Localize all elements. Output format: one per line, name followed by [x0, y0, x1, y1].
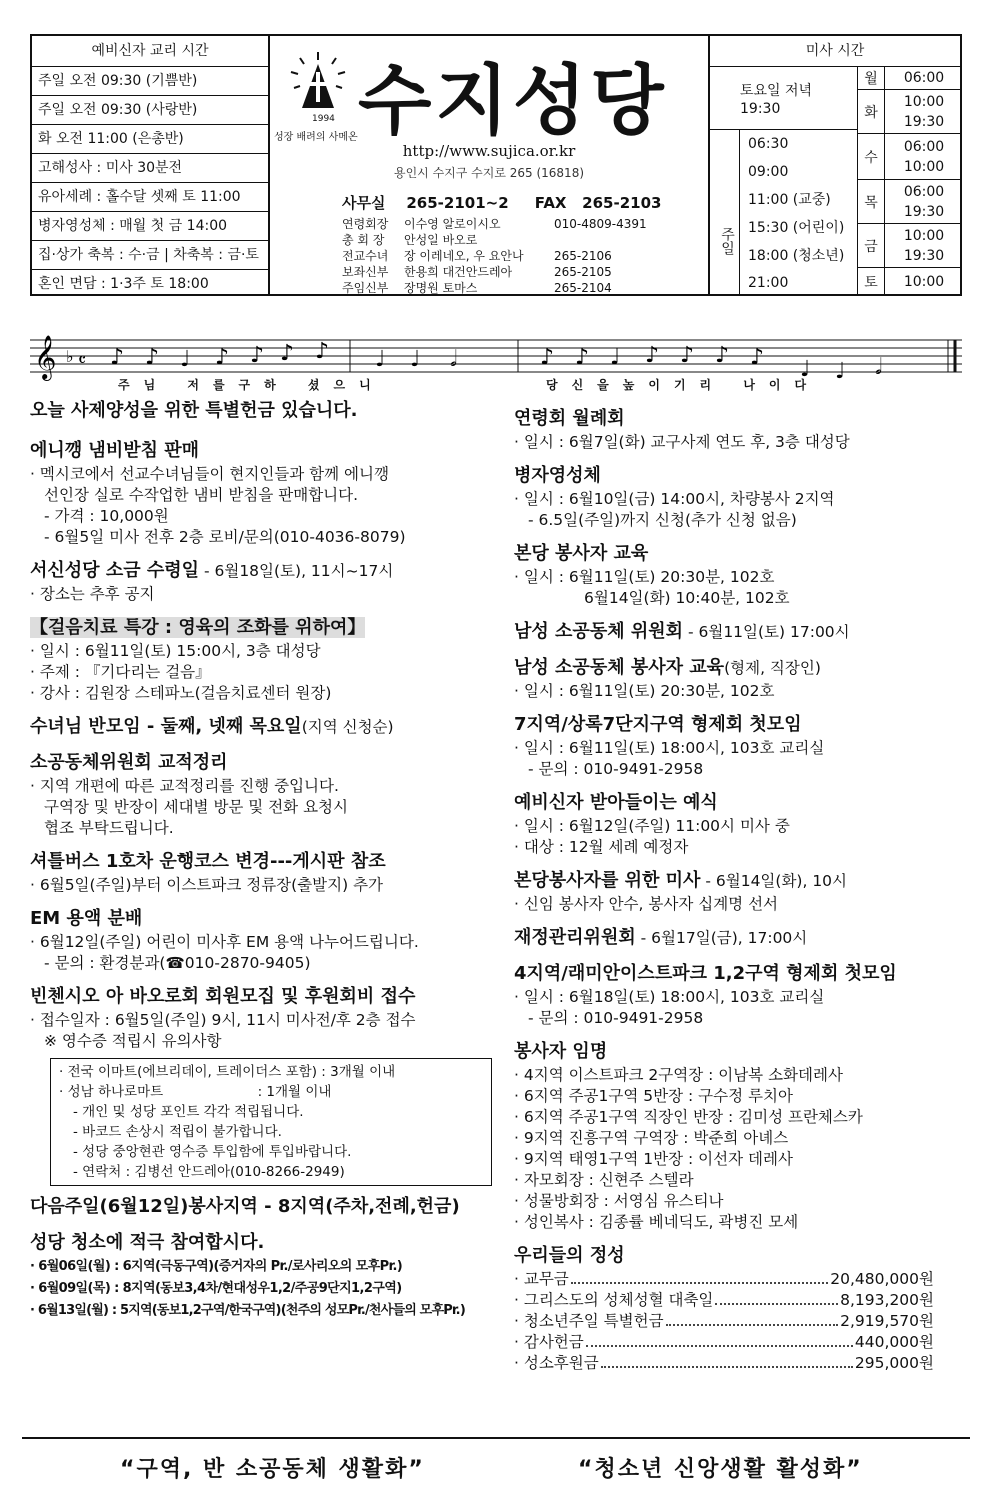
logo-caption: 성장 배려의 사메온	[274, 132, 358, 143]
schedule-row: 혼인 면담 : 1·3주 토 18:00	[38, 276, 209, 292]
box-line: - 개인 및 성당 포인트 각각 적립됩니다.	[73, 1104, 304, 1120]
svg-text:♭: ♭	[66, 347, 74, 366]
announcement-title-text: 【걸음치료 특강 : 영육의 조화를 위하여】	[30, 617, 366, 638]
office-contact	[342, 192, 661, 213]
announcement	[514, 619, 964, 645]
announcement	[30, 906, 492, 974]
svg-text:♪: ♪	[280, 341, 295, 366]
footer-divider	[22, 1437, 970, 1439]
staff-phone: 265-2105	[554, 265, 612, 279]
box-line: - 성당 중앙현관 영수증 투입함에 투입바랍니다.	[73, 1144, 352, 1160]
announcement-line: · 일시 : 6월18일(토) 18:00시, 103호 교리실	[514, 988, 825, 1006]
schedule-row: 고해성사 : 미사 30분전	[32, 154, 268, 183]
svg-text:𝅗𝅥: 𝅗𝅥	[450, 347, 457, 372]
receipt-notice-box	[50, 1058, 492, 1186]
left-column	[30, 398, 492, 1332]
announcement-title	[30, 714, 492, 740]
weekday-label: 금	[858, 224, 885, 267]
appointment-line: · 9지역 태영1구역 1반장 : 이선자 데레사	[514, 1150, 793, 1168]
announcement-subtitle: (형제, 직장인)	[724, 659, 821, 677]
staff-role: 보좌신부	[342, 265, 389, 279]
offering-label: · 그리스도의 성체성혈 대축일	[514, 1291, 714, 1309]
weekday-label: 수	[858, 134, 885, 179]
announcement	[30, 438, 492, 548]
sunday-time: 18:00 (청소년)	[748, 248, 845, 264]
svg-text:♪: ♪	[145, 345, 160, 370]
sunday-time: 21:00	[748, 275, 789, 291]
announcement-title-text: 서신성당 소금 수령일	[30, 560, 200, 581]
schedule-row: 집·상가 축복 : 수·금 | 차축복 : 금·토	[32, 241, 268, 270]
announcement	[514, 868, 964, 915]
announcement	[514, 655, 964, 702]
announcement	[514, 463, 964, 531]
announcement	[514, 712, 964, 780]
svg-text:♪: ♪	[110, 345, 125, 370]
announcement-line: 구역장 및 반장이 세대별 방문 및 전화 요청시	[44, 798, 349, 816]
announcement-title	[30, 558, 492, 584]
weekday-time: 06:00	[903, 184, 945, 200]
svg-text:♩: ♩	[375, 347, 386, 372]
announcement	[30, 1230, 492, 1322]
announcement-line: 선인장 실로 수작업한 냄비 받침을 판매합니다.	[44, 486, 359, 504]
announcement-title: 다음주일(6월12일)봉사지역 - 8지역(주차,전례,헌금)	[30, 1196, 460, 1217]
announcement-line: · 대상 : 12월 세례 예정자	[514, 838, 689, 856]
offerings-section	[514, 1243, 964, 1374]
announcement-line: - 문의 : 010-9491-2958	[528, 1009, 704, 1027]
church-address: 용인시 수지구 수지로 265 (16818)	[393, 166, 585, 180]
appointment-line: · 6지역 주공1구역 5반장 : 구수정 루치아	[514, 1087, 793, 1105]
weekday-row	[858, 66, 960, 90]
weekday-mass-times	[858, 66, 960, 296]
offering-amount: 295,000원	[854, 1354, 934, 1372]
mass-schedule-table	[708, 36, 960, 294]
announcement	[30, 558, 492, 605]
weekday-time: 06:00	[903, 70, 945, 86]
office-label: 사무실	[342, 194, 386, 212]
staff-row	[342, 232, 647, 248]
staff-row	[342, 280, 647, 296]
header-box	[30, 34, 962, 296]
appointment-line: · 성물방회장 : 서영심 유스티나	[514, 1192, 724, 1210]
staff-phone: 265-2104	[554, 281, 612, 295]
svg-text:♪: ♪	[315, 339, 330, 364]
announcement	[514, 925, 964, 951]
sunday-label: 주일	[710, 130, 740, 296]
weekday-label: 목	[858, 180, 885, 223]
announcement-line: · 장소는 추후 공지	[30, 585, 155, 603]
weekday-row	[858, 224, 960, 268]
staff-name: 한용희 대건안드레아	[404, 265, 513, 279]
svg-text:𝄞: 𝄞	[34, 335, 57, 379]
announcement-line: · 6월13일(월) : 5지역(동보1,2구역/한국구역)(천주의 성모Pr./천사들의 모후Pr.)	[30, 1303, 465, 1318]
offering-row	[514, 1290, 934, 1311]
right-column	[514, 406, 964, 1384]
announcement-title: 에니깽 냄비받침 판매	[30, 440, 200, 461]
announcement-title	[514, 619, 964, 645]
svg-text:♪: ♪	[645, 343, 660, 368]
announcement	[30, 615, 492, 704]
schedule-row: 주일 오전 09:30 (기쁨반)	[32, 67, 268, 96]
announcement-title: 성당 청소에 적극 참여합시다.	[30, 1232, 265, 1253]
announcement	[514, 541, 964, 609]
weekday-time: 06:00	[903, 139, 945, 155]
announcement	[514, 406, 964, 453]
sunday-time: 15:30 (어린이)	[748, 220, 845, 236]
appointment-line: · 자모회장 : 신현주 스텔라	[514, 1171, 694, 1189]
announcement-title: 7지역/상록7단지구역 형제회 첫모임	[514, 714, 802, 735]
weekday-label: 토	[858, 268, 885, 296]
weekday-row	[858, 268, 960, 296]
saturday-mass	[710, 66, 858, 130]
schedule-row: 화 오전 11:00 (은총반)	[32, 125, 268, 154]
announcement-line: ※ 영수증 적립시 유의사항	[44, 1032, 222, 1050]
slogan-right: “청소년 신앙생활 활성화”	[578, 1457, 863, 1482]
box-line: · 전국 이마트(에브리데이, 트레이더스 포함) : 3개월 이내	[59, 1064, 396, 1080]
staff-name: 이수영 알로이시오	[404, 217, 501, 231]
church-logo-icon	[288, 50, 348, 110]
announcement-title-text: 수녀님 반모임 - 둘째, 넷째 목요일	[30, 716, 302, 737]
announcement	[514, 790, 964, 858]
announcement	[30, 984, 492, 1186]
staff-phone: 010-4809-4391	[554, 217, 647, 231]
svg-text:♩: ♩	[800, 357, 811, 382]
fax-label: FAX	[534, 194, 567, 212]
mass-schedule-body	[710, 66, 960, 294]
announcement-line: · 신임 봉사자 안수, 봉사자 십계명 선서	[514, 895, 779, 913]
weekday-time: 19:30	[903, 114, 945, 130]
announcement-title-text: 본당봉사자를 위한 미사	[514, 870, 701, 891]
announcement-line: · 일시 : 6월10일(금) 14:00시, 차량봉사 2지역	[514, 490, 835, 508]
announcement-line: · 일시 : 6월12일(주일) 11:00시 미사 중	[514, 817, 790, 835]
announcement-title	[514, 868, 964, 894]
sunday-time: 06:30	[748, 136, 789, 152]
offering-row	[514, 1353, 934, 1374]
announcement-title: 소공동체위원회 교적정리	[30, 752, 228, 773]
office-phone: 265-2101~2	[406, 194, 509, 212]
announcement-line: 협조 부탁드립니다.	[44, 819, 174, 837]
staff-role: 연령회장	[342, 217, 389, 231]
offering-label: · 청소년주일 특별헌금	[514, 1312, 664, 1330]
offering-label: · 감사헌금	[514, 1333, 584, 1351]
offering-label: · 교무금	[514, 1270, 569, 1288]
staff-list	[342, 216, 647, 296]
weekday-label: 월	[858, 66, 885, 89]
announcement-title	[514, 655, 964, 681]
offering-row	[514, 1332, 934, 1353]
schedule-row: 병자영성체 : 매월 첫 금 14:00	[32, 212, 268, 241]
appointment-line: · 9지역 진흥구역 구역장 : 박준희 아녜스	[514, 1129, 789, 1147]
svg-text:♩: ♩	[410, 347, 421, 372]
box-line: - 연락처 : 김병선 안드레아(010-8266-2949)	[73, 1164, 345, 1180]
announcement-title	[514, 925, 964, 951]
sunday-time: 09:00	[748, 164, 789, 180]
staff-name: 안성일 바오로	[404, 233, 478, 247]
announcement-line: · 6월06일(월) : 6지역(극동구역)(증거자의 Pr./로사리오의 모후Pr.)	[30, 1259, 403, 1274]
lyrics-part-2: 당신을높이기리 나이다	[546, 378, 821, 392]
staff-name: 장명원 토마스	[404, 281, 478, 295]
box-line: · 성남 하나로마트 : 1개월 이내	[59, 1084, 332, 1100]
svg-text:𝅗𝅥: 𝅗𝅥	[875, 355, 882, 380]
church-masthead	[270, 36, 708, 294]
staff-role: 총 회 장	[342, 233, 385, 247]
announcement-line: · 일시 : 6월11일(토) 20:30분, 102호	[514, 568, 775, 586]
announcement-line: - 6.5일(주일)까지 신청(추가 신청 없음)	[528, 511, 797, 529]
announcement-line: · 6월5일(주일)부터 이스트파크 정류장(출발지) 추가	[30, 876, 384, 894]
announcement-subtitle: - 6월17일(금), 17:00시	[635, 929, 808, 947]
svg-text:♩: ♩	[180, 347, 191, 372]
announcement-line: · 일시 : 6월11일(토) 18:00시, 103호 교리실	[514, 739, 825, 757]
announcement-line: · 주제 : 『기다리는 걸음』	[30, 663, 211, 681]
staff-role: 전교수녀	[342, 249, 389, 263]
weekday-row	[858, 134, 960, 180]
announcement	[30, 714, 492, 740]
announcement-title: EM 용액 분배	[30, 908, 143, 929]
lyrics-part-1: 주님 저를구하 셨으니	[118, 378, 385, 392]
announcement-title: 본당 봉사자 교육	[514, 543, 649, 564]
offering-row	[514, 1311, 934, 1332]
staff-row	[342, 264, 647, 280]
svg-text:𝄴: 𝄴	[78, 350, 87, 371]
announcement-title: 4지역/래미안이스트파크 1,2구역 형제회 첫모임	[514, 963, 897, 984]
staff-row	[342, 248, 647, 264]
staff-phone: 265-2106	[554, 249, 612, 263]
announcement-title-text: 재정관리위원회	[514, 927, 636, 948]
announcement-line: 6월14일(화) 10:40분, 102호	[584, 589, 790, 607]
svg-text:♪: ♪	[250, 343, 265, 368]
weekday-time: 10:00	[903, 159, 945, 175]
church-name: 수지성당	[358, 56, 668, 145]
logo-year: 1994	[312, 114, 335, 124]
announcement-title: 병자영성체	[514, 465, 601, 486]
announcement-line: - 문의 : 환경분과(☎010-2870-9405)	[44, 954, 311, 972]
announcement	[30, 1194, 492, 1220]
svg-text:♪: ♪	[215, 345, 230, 370]
staff-name: 장 이레네오, 우 요안나	[404, 249, 524, 263]
schedule-row: 주일 오전 09:30 (사랑반)	[32, 96, 268, 125]
weekday-time: 10:00	[903, 274, 945, 290]
announcement-line: · 멕시코에서 선교수녀님들이 현지인들과 함께 에니깽	[30, 465, 389, 483]
announcement-line: · 일시 : 6월7일(화) 교구사제 연도 후, 3층 대성당	[514, 433, 850, 451]
svg-text:♪: ♪	[750, 345, 765, 370]
weekday-time: 10:00	[903, 94, 945, 110]
offering-amount: 20,480,000원	[830, 1270, 934, 1288]
announcement-line: · 일시 : 6월11일(토) 15:00시, 3층 대성당	[30, 642, 321, 660]
appointment-line: · 성인복사 : 김종률 베네딕도, 곽병진 모세	[514, 1213, 799, 1231]
announcement-subtitle: (지역 신청순)	[301, 718, 394, 736]
appointment-line: · 4지역 이스트파크 2구역장 : 이남복 소화데레사	[514, 1066, 843, 1084]
staff-role: 주임신부	[342, 281, 389, 295]
mass-title: 미사 시간	[710, 36, 960, 67]
offering-label: · 성소후원금	[514, 1354, 599, 1372]
saturday-label: 토요일 저녁	[740, 83, 813, 99]
announcement-line: · 일시 : 6월11일(토) 20:30분, 102호	[514, 682, 775, 700]
offerings-title: 우리들의 정성	[514, 1245, 625, 1266]
weekday-time: 10:00	[903, 228, 945, 244]
announcement-subtitle: - 6월14일(화), 10시	[700, 872, 848, 890]
weekday-time: 19:30	[903, 204, 945, 220]
announcement-subtitle: - 6월11일(토) 17:00시	[683, 623, 850, 641]
announcement-line: · 6월12일(주일) 어린이 미사후 EM 용액 나누어드립니다.	[30, 933, 419, 951]
offering-row	[514, 1269, 934, 1290]
svg-text:♪: ♪	[715, 343, 730, 368]
weekday-time: 19:30	[903, 248, 945, 264]
announcement-title: 빈첸시오 아 바오로회 회원모집 및 후원회비 접수	[30, 986, 416, 1007]
announcement-line: - 문의 : 010-9491-2958	[528, 760, 704, 778]
announcement-title: 셔틀버스 1호차 운행코스 변경---게시판 참조	[30, 851, 386, 872]
announcement-line: · 6월09일(목) : 8지역(동보3,4차/현대성우1,2/주공9단지1,2구역)	[30, 1281, 402, 1296]
announcement-title: 예비신자 받아들이는 예식	[514, 792, 718, 813]
offering-amount: 8,193,200원	[840, 1291, 934, 1309]
sunday-time: 11:00 (교중)	[748, 192, 831, 208]
svg-text:♪: ♪	[575, 345, 590, 370]
saturday-time: 19:30	[740, 101, 781, 117]
announcement-subtitle: - 6월18일(토), 11시~17시	[199, 562, 394, 580]
fax-number: 265-2103	[582, 194, 662, 212]
catechism-title: 예비신자 교리 시간	[32, 36, 268, 67]
svg-text:♩: ♩	[610, 345, 621, 370]
sunday-mass-times	[740, 130, 858, 296]
appointment-line: · 6지역 주공1구역 직장인 반장 : 김미성 프란체스카	[514, 1108, 863, 1126]
catechism-schedule-table	[32, 36, 270, 294]
weekday-row	[858, 180, 960, 224]
announcement-line: · 접수일자 : 6월5일(주일) 9시, 11시 미사전/후 2층 접수	[30, 1011, 416, 1029]
staff-row	[342, 216, 647, 232]
announcement-line: - 6월5일 미사 전후 2층 로비/문의(010-4036-8079)	[44, 528, 406, 546]
announcement-line: - 가격 : 10,000원	[44, 507, 169, 525]
svg-text:♩: ♩	[835, 359, 846, 384]
weekday-label: 화	[858, 90, 885, 133]
announcement-title	[30, 615, 492, 641]
offering-amount: 440,000원	[854, 1333, 934, 1351]
weekday-row	[858, 90, 960, 134]
announcement-title: 봉사자 임명	[514, 1041, 608, 1062]
announcement-title: 연령회 월례회	[514, 408, 625, 429]
slogan-left: “구역, 반 소공동체 생활화”	[120, 1457, 425, 1482]
announcement	[30, 750, 492, 839]
offering-amount: 2,919,570원	[840, 1312, 934, 1330]
schedule-row: 유아세례 : 홀수달 셋째 토 11:00	[32, 183, 268, 212]
announcement	[514, 1039, 964, 1233]
svg-text:♪: ♪	[680, 343, 695, 368]
special-collection-notice: 오늘 사제양성을 위한 특별헌금 있습니다.	[30, 400, 358, 421]
announcement	[30, 849, 492, 896]
website-link[interactable]: http://www.sujica.or.kr	[402, 142, 576, 160]
box-line: - 바코드 손상시 적립이 불가합니다.	[73, 1124, 282, 1140]
svg-text:♪: ♪	[540, 345, 555, 370]
announcement-title-text: 남성 소공동체 위원회	[514, 621, 684, 642]
announcement	[514, 961, 964, 1029]
announcement-line: · 지역 개편에 따른 교적정리를 진행 중입니다.	[30, 777, 339, 795]
announcement-title-text: 남성 소공동체 봉사자 교육	[514, 657, 725, 678]
announcement-line: · 강사 : 김원장 스테파노(걸음치료센터 원장)	[30, 684, 332, 702]
